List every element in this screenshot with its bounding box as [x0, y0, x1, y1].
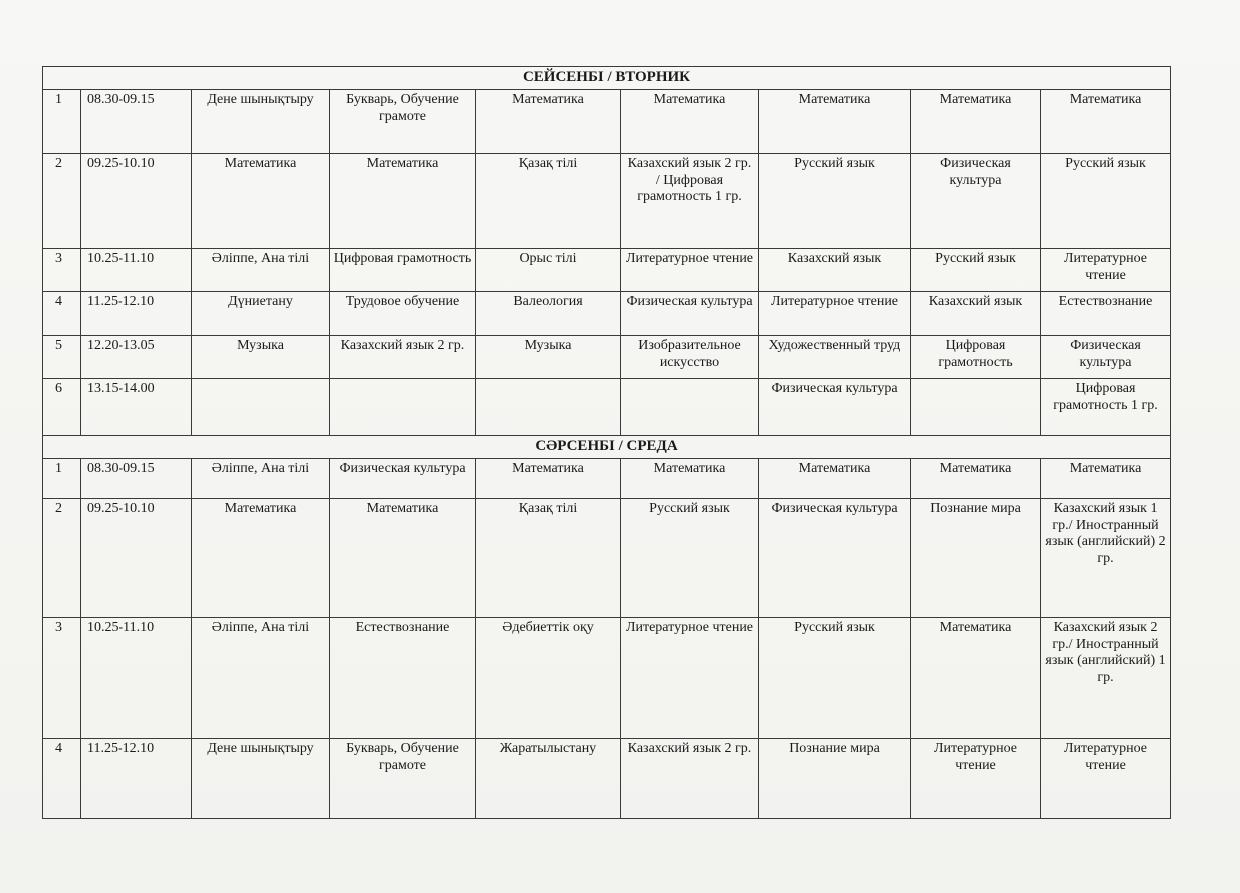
subject-cell: Казахский язык 2 гр. / Цифровая грамотность 1 гр. [621, 154, 759, 249]
subject-cell: Литературное чтение [1041, 249, 1171, 292]
subject-cell: Букварь, Обучение грамоте [330, 739, 476, 819]
subject-cell: Казахский язык 1 гр./ Иностранный язык (английский) 2 гр. [1041, 499, 1171, 618]
subject-cell: Казахский язык 2 гр./ Иностранный язык (английский) 1 гр. [1041, 618, 1171, 739]
lesson-number: 3 [43, 249, 81, 292]
subject-cell: Русский язык [759, 154, 911, 249]
lesson-number: 4 [43, 739, 81, 819]
subject-cell: Математика [192, 154, 330, 249]
subject-cell: Музыка [192, 336, 330, 379]
subject-cell: Букварь, Обучение грамоте [330, 90, 476, 154]
subject-cell: Естествознание [1041, 292, 1171, 336]
subject-cell: Физическая культура [621, 292, 759, 336]
subject-cell [621, 379, 759, 436]
schedule-body [43, 67, 1171, 819]
subject-cell [192, 379, 330, 436]
subject-cell: Познание мира [911, 499, 1041, 618]
subject-cell: Математика [759, 90, 911, 154]
lesson-number: 2 [43, 499, 81, 618]
subject-cell: Литературное чтение [911, 739, 1041, 819]
subject-cell: Математика [621, 90, 759, 154]
lesson-row [43, 336, 1171, 379]
lesson-time: 10.25-11.10 [81, 249, 192, 292]
subject-cell: Трудовое обучение [330, 292, 476, 336]
subject-cell [476, 379, 621, 436]
subject-cell: Литературное чтение [759, 292, 911, 336]
lesson-number: 4 [43, 292, 81, 336]
lesson-row [43, 154, 1171, 249]
subject-cell: Математика [911, 459, 1041, 499]
subject-cell: Русский язык [911, 249, 1041, 292]
lesson-time: 10.25-11.10 [81, 618, 192, 739]
lesson-time: 11.25-12.10 [81, 739, 192, 819]
subject-cell: Изобразительное искусство [621, 336, 759, 379]
subject-cell: Физическая культура [330, 459, 476, 499]
subject-cell: Орыс тілі [476, 249, 621, 292]
subject-cell: Математика [911, 618, 1041, 739]
subject-cell: Физическая культура [759, 379, 911, 436]
subject-cell: Математика [192, 499, 330, 618]
lesson-time: 08.30-09.15 [81, 459, 192, 499]
subject-cell: Математика [911, 90, 1041, 154]
subject-cell: Математика [476, 459, 621, 499]
lesson-time: 12.20-13.05 [81, 336, 192, 379]
subject-cell: Қазақ тілі [476, 499, 621, 618]
subject-cell: Математика [1041, 90, 1171, 154]
day-title: СӘРСЕНБІ / СРЕДА [43, 436, 1171, 459]
subject-cell: Русский язык [1041, 154, 1171, 249]
subject-cell [911, 379, 1041, 436]
lesson-row [43, 499, 1171, 618]
subject-cell: Валеология [476, 292, 621, 336]
subject-cell: Казахский язык [911, 292, 1041, 336]
subject-cell: Математика [476, 90, 621, 154]
subject-cell: Физическая культура [759, 499, 911, 618]
lesson-row [43, 739, 1171, 819]
lesson-number: 6 [43, 379, 81, 436]
lesson-number: 5 [43, 336, 81, 379]
subject-cell: Жаратылыстану [476, 739, 621, 819]
subject-cell: Физическая культура [911, 154, 1041, 249]
lesson-number: 3 [43, 618, 81, 739]
lesson-time: 09.25-10.10 [81, 154, 192, 249]
day-header-row [43, 436, 1171, 459]
subject-cell: Дүниетану [192, 292, 330, 336]
subject-cell: Русский язык [621, 499, 759, 618]
lesson-row [43, 618, 1171, 739]
lesson-time: 08.30-09.15 [81, 90, 192, 154]
subject-cell: Цифровая грамотность [330, 249, 476, 292]
subject-cell: Цифровая грамотность 1 гр. [1041, 379, 1171, 436]
lesson-number: 1 [43, 90, 81, 154]
subject-cell: Казахский язык 2 гр. [330, 336, 476, 379]
lesson-row [43, 379, 1171, 436]
lesson-time: 09.25-10.10 [81, 499, 192, 618]
lesson-row [43, 249, 1171, 292]
subject-cell: Литературное чтение [1041, 739, 1171, 819]
subject-cell: Математика [621, 459, 759, 499]
lesson-row [43, 90, 1171, 154]
subject-cell: Русский язык [759, 618, 911, 739]
subject-cell: Дене шынықтыру [192, 90, 330, 154]
day-header-row [43, 67, 1171, 90]
subject-cell: Дене шынықтыру [192, 739, 330, 819]
subject-cell [330, 379, 476, 436]
subject-cell: Художественный труд [759, 336, 911, 379]
lesson-row [43, 459, 1171, 499]
subject-cell: Казахский язык 2 гр. [621, 739, 759, 819]
lesson-time: 11.25-12.10 [81, 292, 192, 336]
subject-cell: Математика [330, 154, 476, 249]
subject-cell: Әдебиеттік оқу [476, 618, 621, 739]
day-title: СЕЙСЕНБІ / ВТОРНИК [43, 67, 1171, 90]
subject-cell: Әліппе, Ана тілі [192, 618, 330, 739]
subject-cell: Литературное чтение [621, 249, 759, 292]
subject-cell: Математика [759, 459, 911, 499]
subject-cell: Естествознание [330, 618, 476, 739]
subject-cell: Цифровая грамотность [911, 336, 1041, 379]
lesson-time: 13.15-14.00 [81, 379, 192, 436]
subject-cell: Казахский язык [759, 249, 911, 292]
subject-cell: Физическая культура [1041, 336, 1171, 379]
lesson-row [43, 292, 1171, 336]
subject-cell: Познание мира [759, 739, 911, 819]
subject-cell: Математика [1041, 459, 1171, 499]
subject-cell: Әліппе, Ана тілі [192, 459, 330, 499]
schedule-table [42, 66, 1171, 819]
subject-cell: Математика [330, 499, 476, 618]
subject-cell: Музыка [476, 336, 621, 379]
subject-cell: Әліппе, Ана тілі [192, 249, 330, 292]
subject-cell: Литературное чтение [621, 618, 759, 739]
lesson-number: 1 [43, 459, 81, 499]
subject-cell: Қазақ тілі [476, 154, 621, 249]
lesson-number: 2 [43, 154, 81, 249]
